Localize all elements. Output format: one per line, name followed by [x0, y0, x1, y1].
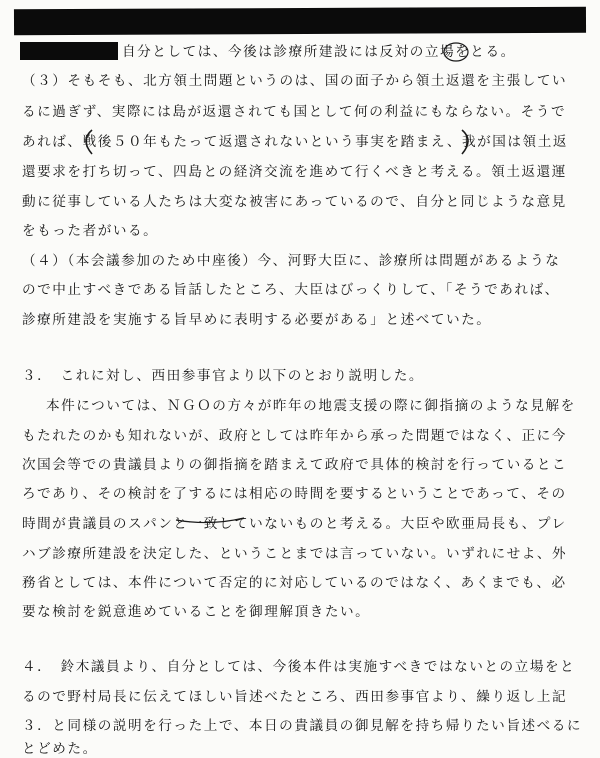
text-line-9: ので中止すべきである旨話したところ、大臣はびっくりして、「そうであれば、 — [22, 282, 560, 298]
text-line-3: るに過ぎず、実際には島が返還されても国として何の利益にもならない。そうで — [22, 104, 567, 120]
text-line-1: 自分としては、今後は診療所建設には反対の立場をとる。 — [122, 44, 516, 60]
text-line-8: （４）（本会議参加のため中座後）今、河野大臣に、診療所は問題があるような — [22, 253, 561, 269]
text-line-10: 診療所建設を実施する旨早めに表明する必要がある」と述べていた。 — [22, 312, 492, 328]
text-line-23: とどめた。 — [22, 741, 98, 757]
text-line-18: 務省としては、本件について否定的に対応しているのではなく、あくまでも、必 — [22, 575, 567, 591]
text-line-4: あれば、戦後５０年もたって返還されないという事実を踏まえ、我が国は領土返 — [22, 134, 568, 150]
text-line-22: ３．と同様の説明を行った上で、本日の貴議員の御見解を持ち帰りたい旨述べるに — [22, 718, 583, 734]
text-line-16: 時間が貴議員のスパンと一致していないものと考える。大臣や欧亜局長も、プレ — [22, 516, 567, 532]
text-line-17: ハブ診療所建設を決定した、ということまでは言っていない。いずれにせよ、外 — [22, 546, 568, 562]
text-line-19: 要な検討を鋭意進めていることを御理解頂きたい。 — [22, 604, 371, 620]
text-line-20: ４． 鈴木議員より、自分としては、今後本件は実施すべきではないとの立場をと — [22, 659, 576, 675]
text-line-13: もたれたのかも知れないが、政府としては昨年から承った問題ではなく、正に今 — [22, 428, 567, 444]
text-line-2: （３）そもそも、北方領土問題というのは、国の面子から領土返還を主張してい — [22, 73, 568, 89]
text-line-5: 還要求を打ち切って、四島との経済交流を進めて行くべきと考える。領土返還運 — [22, 164, 567, 180]
text-line-14: 次国会等での貴議員よりの御指摘を踏まえて政府で具体的検討を行っているとこ — [22, 457, 568, 473]
text-line-21: るので野村局長に伝えてほしい旨述べたところ、西田参事官より、繰り返し上記 — [22, 689, 568, 705]
text-line-12: 本件については、ＮＧＯの方々が昨年の地震支援の際に御指摘のような見解を — [46, 398, 576, 414]
redaction-bar-second — [20, 42, 118, 60]
redaction-bar-top — [14, 7, 586, 35]
text-line-6: 動に従事している人たちは大変な被害にあっているので、自分と同じような意見 — [22, 194, 567, 210]
text-line-15: ろであり、その検討を了するには相応の時間を要するということであって、その — [22, 486, 567, 502]
text-line-7: をもった者がいる。 — [22, 223, 159, 239]
text-line-11: ３． これに対し、西田参事官より以下のとおり説明した。 — [22, 368, 425, 384]
